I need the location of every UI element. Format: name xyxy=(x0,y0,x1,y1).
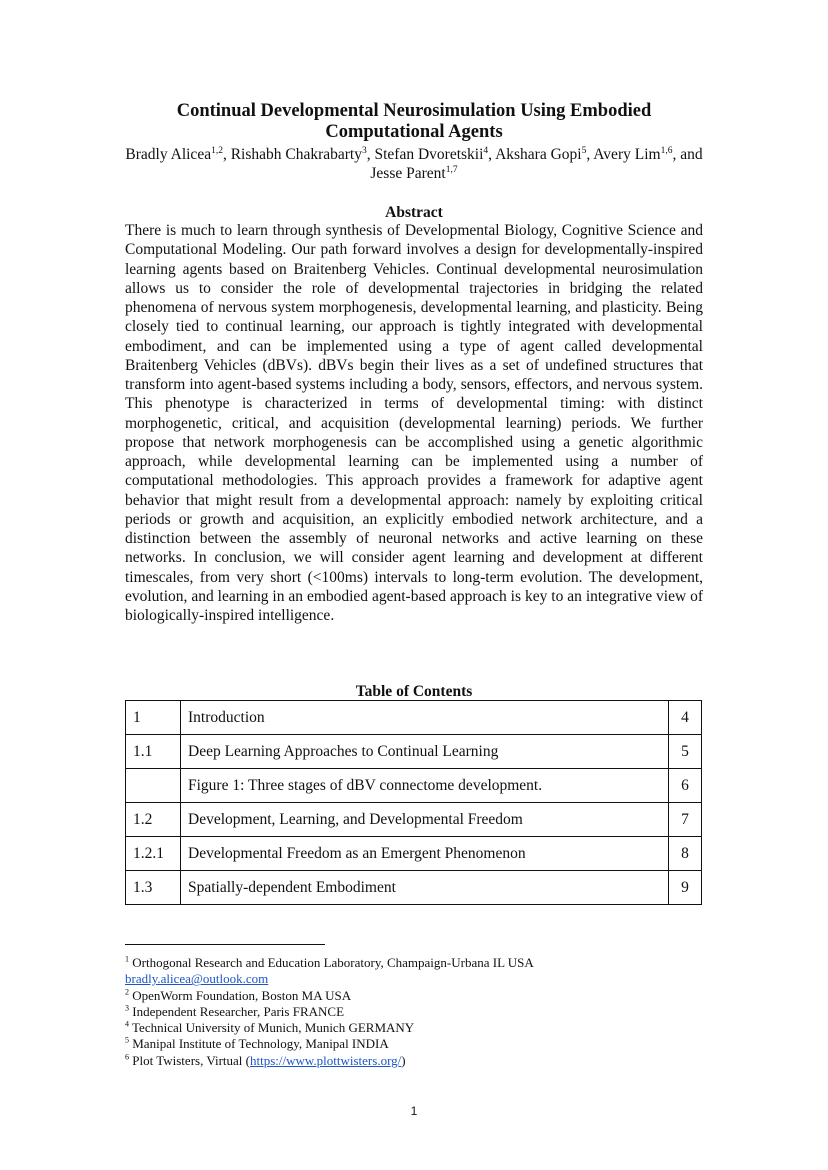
footnotes xyxy=(125,955,725,1069)
toc-section-title: Deep Learning Approaches to Continual Learning xyxy=(181,735,669,769)
title-line-2: Computational Agents xyxy=(325,122,503,142)
toc-section-title: Figure 1: Three stages of dBV connectome development. xyxy=(181,769,669,803)
toc-page-number: 7 xyxy=(669,803,702,837)
author-separator: , xyxy=(366,146,375,163)
author-name: Rishabh Chakrabarty xyxy=(230,146,362,163)
author-affiliation: 5 xyxy=(581,145,587,156)
footnote-marker: 1 xyxy=(125,954,129,964)
toc-page-number: 5 xyxy=(669,735,702,769)
toc-section-number: 1 xyxy=(126,701,181,735)
footnote-text: Technical University of Munich, Munich GERMANY xyxy=(132,1020,415,1036)
toc-row[interactable] xyxy=(126,871,702,905)
author-affiliation: 3 xyxy=(362,145,367,156)
toc-section-number: 1.2 xyxy=(126,803,181,837)
footnote-marker: 2 xyxy=(125,987,129,997)
toc-row[interactable] xyxy=(126,803,702,837)
footnote-marker: 6 xyxy=(125,1052,129,1062)
author-affiliation: 1,6 xyxy=(660,145,673,156)
toc-row[interactable] xyxy=(126,837,702,871)
footnote-item xyxy=(125,955,725,971)
footnote-marker: 4 xyxy=(125,1019,129,1029)
toc-section-title: Developmental Freedom as an Emergent Phenomenon xyxy=(181,837,669,871)
footnote-text: Orthogonal Research and Education Laboratory, Champaign-Urbana IL USA xyxy=(132,955,534,970)
toc-section-number: 1.1 xyxy=(126,735,181,769)
toc-table xyxy=(125,700,702,905)
footnote-item xyxy=(125,1020,725,1036)
toc-page-number: 8 xyxy=(669,837,702,871)
author-separator: , xyxy=(488,146,496,163)
page-number: 1 xyxy=(410,1104,418,1118)
toc-section-number xyxy=(126,769,181,803)
footnote-link[interactable]: bradly.alicea@outlook.com xyxy=(125,971,269,987)
author-list xyxy=(125,145,703,183)
footnote-text: Independent Researcher, Paris FRANCE xyxy=(132,1003,345,1019)
footnote-text-after: ) xyxy=(401,1052,406,1068)
abstract-text: There is much to learn through synthesis of Developmental Biology, Cognitive Science and Computational Modeling. Our path forward involves a design for developmentally-inspired learning agents based on Braitenberg Vehicles. Continual developmental neurosimulation allows us to consider the role of developmental trajectories in bridging the related phenomena of nervous system morphogenesis, developmental learning, and plasticity. Being closely tied to continual learning, our approach is tightly integrated with developmental embodiment, and can be implemented using a type of agent called developmental Braitenberg Vehicles (dBVs). dBVs begin their lives as a set of undefined structures that transform into agent-based systems including a body, sensors, effectors, and nervous system. This phenotype is characterized in terms of developmental timing: with distinct morphogenetic, critical, and acquisition (developmental learning) periods. We further propose that network morphogenesis can be accomplished using a genetic algorithmic approach, while developmental learning can be implemented using a number of computational methodologies. This approach provides a framework for adaptive agent behavior that might result from a developmental approach: namely by exploiting critical periods or growth and acquisition, an explicitly embodied network architecture, and a distinction between the assembly of neuronal networks and active learning on these networks. In conclusion, we will consider agent learning and development at different timescales, from very short (<100ms) intervals to long-term evolution. The development, evolution, and learning in an embodied agent-based approach is key to an integrative view of biologically-inspired intelligence. xyxy=(125,222,703,624)
author-name: Akshara Gopi xyxy=(495,146,582,163)
author-name: Avery Lim xyxy=(593,146,661,163)
footnote-text: OpenWorm Foundation, Boston MA USA xyxy=(132,987,352,1003)
author-affiliation: 1,7 xyxy=(445,164,458,175)
author-name: Bradly Alicea xyxy=(125,146,212,163)
footnote-link[interactable]: https://www.plottwisters.org/ xyxy=(249,1052,402,1068)
author-separator: , xyxy=(222,146,231,163)
toc-section-number: 1.3 xyxy=(126,871,181,905)
toc-page-number: 4 xyxy=(669,701,702,735)
footnote-item xyxy=(125,1004,725,1020)
toc-row[interactable] xyxy=(126,701,702,735)
author-separator: , and xyxy=(672,146,703,163)
toc-section-title: Introduction xyxy=(181,701,669,735)
toc-row[interactable] xyxy=(126,735,702,769)
toc-page-number: 9 xyxy=(669,871,702,905)
abstract-heading: Abstract xyxy=(385,204,443,221)
author-separator: , xyxy=(586,146,594,163)
footnote-item xyxy=(125,971,725,987)
toc-section-number: 1.2.1 xyxy=(126,837,181,871)
footnote-text: Plot Twisters, Virtual ( xyxy=(132,1052,250,1068)
author-affiliation: 4 xyxy=(483,145,489,156)
footnote-item xyxy=(125,988,725,1004)
footnote-marker: 5 xyxy=(125,1036,129,1046)
author-name: Stefan Dvoretskii xyxy=(374,146,484,163)
author-affiliation: 1,2 xyxy=(211,145,223,156)
toc-page-number: 6 xyxy=(669,769,702,803)
footnote-divider xyxy=(125,944,325,945)
toc-section-title: Development, Learning, and Developmental Freedom xyxy=(181,803,669,837)
footnote-item xyxy=(125,1036,725,1052)
toc-heading: Table of Contents xyxy=(355,683,473,700)
footnote-marker: 3 xyxy=(125,1003,129,1013)
paper-title xyxy=(125,101,703,143)
toc-row[interactable] xyxy=(126,769,702,803)
footnote-item xyxy=(125,1053,725,1069)
footnote-text: Manipal Institute of Technology, Manipal INDIA xyxy=(132,1036,389,1052)
toc-section-title: Spatially-dependent Embodiment xyxy=(181,871,669,905)
author-name: Jesse Parent xyxy=(370,165,446,182)
title-line-1: Continual Developmental Neurosimulation Using Embodied xyxy=(176,101,652,121)
